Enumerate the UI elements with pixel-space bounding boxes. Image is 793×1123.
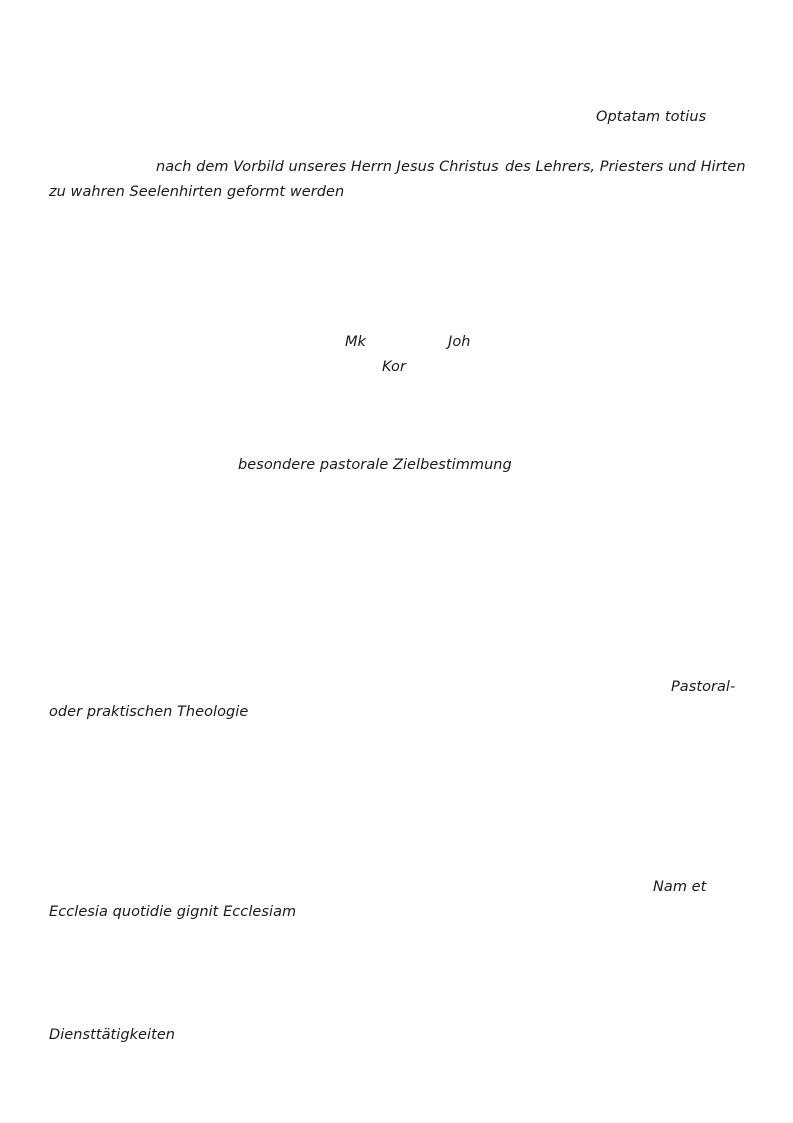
text-seelenhirten: zu wahren Seelenhirten geformt werden [49, 184, 345, 200]
text-praktischen-theologie: oder praktischen Theologie [49, 704, 249, 720]
text-pastoral: Pastoral- [671, 679, 736, 695]
text-mk: Mk [345, 334, 367, 350]
text-diensttaetigkeiten: Diensttätigkeiten [49, 1027, 176, 1043]
text-ecclesia: Ecclesia quotidie gignit Ecclesiam [49, 904, 297, 920]
text-optatam-totius: Optatam totius [596, 109, 707, 125]
text-joh: Joh [448, 334, 471, 350]
text-vorbild: nach dem Vorbild unseres Herrn Jesus Christus [156, 159, 499, 175]
text-zielbestimmung: besondere pastorale Zielbestimmung [238, 457, 512, 473]
text-nam-et: Nam et [653, 879, 707, 895]
text-lehrers-priesters-hirten: des Lehrers, Priesters und Hirten [505, 159, 746, 175]
text-kor: Kor [382, 359, 406, 375]
